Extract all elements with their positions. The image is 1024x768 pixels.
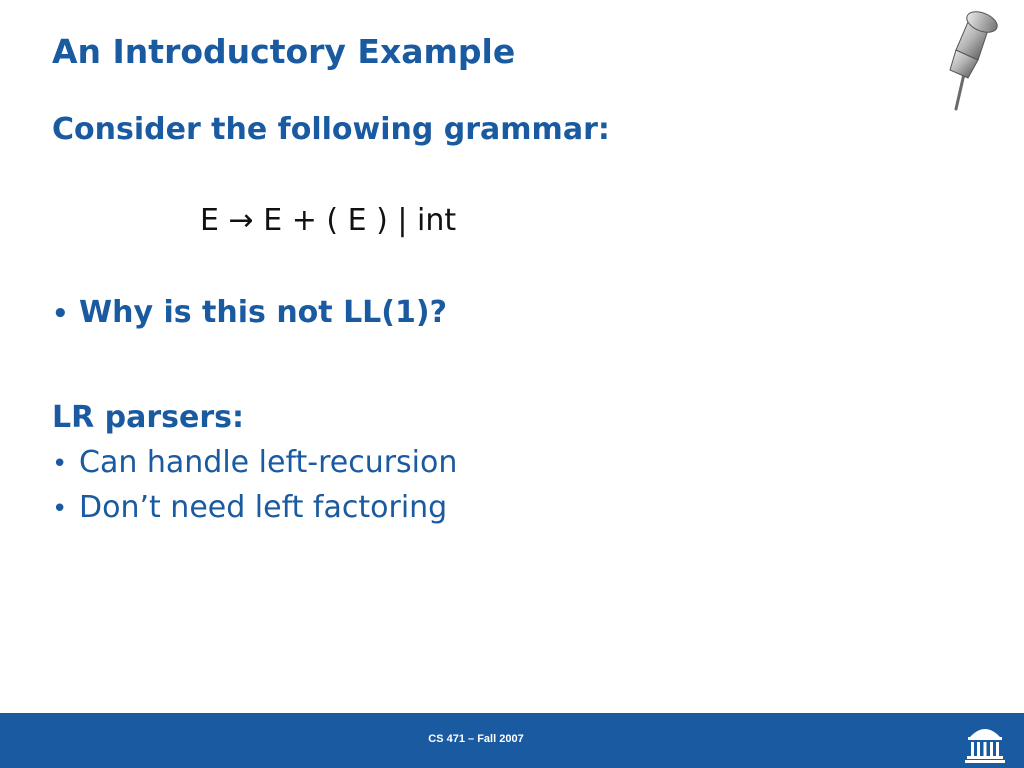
list-item bbox=[52, 445, 457, 480]
lr-bullet-text: Can handle left-recursion bbox=[79, 445, 458, 480]
grammar-lhs: E bbox=[200, 203, 219, 238]
lr-heading: LR parsers: bbox=[52, 400, 245, 435]
intro-heading: Consider the following grammar: bbox=[52, 112, 610, 147]
bullet-icon: • bbox=[52, 494, 68, 524]
grammar-rule bbox=[200, 203, 456, 238]
list-item-question bbox=[52, 295, 447, 330]
grammar-arrow: → bbox=[228, 203, 254, 238]
footer-bar bbox=[0, 713, 1024, 768]
rotunda-logo-icon bbox=[962, 719, 1008, 765]
footer-text: CS 471 – Fall 2007 bbox=[428, 733, 524, 745]
question-text: Why is this not LL(1)? bbox=[79, 295, 447, 330]
pushpin-icon bbox=[938, 4, 1010, 112]
bullet-icon: • bbox=[52, 299, 69, 329]
bullet-icon: • bbox=[52, 449, 68, 479]
grammar-rhs: E + ( E ) | int bbox=[263, 203, 457, 238]
list-item bbox=[52, 490, 447, 525]
lr-bullet-text: Don’t need left factoring bbox=[79, 490, 448, 525]
slide-title: An Introductory Example bbox=[52, 32, 516, 71]
